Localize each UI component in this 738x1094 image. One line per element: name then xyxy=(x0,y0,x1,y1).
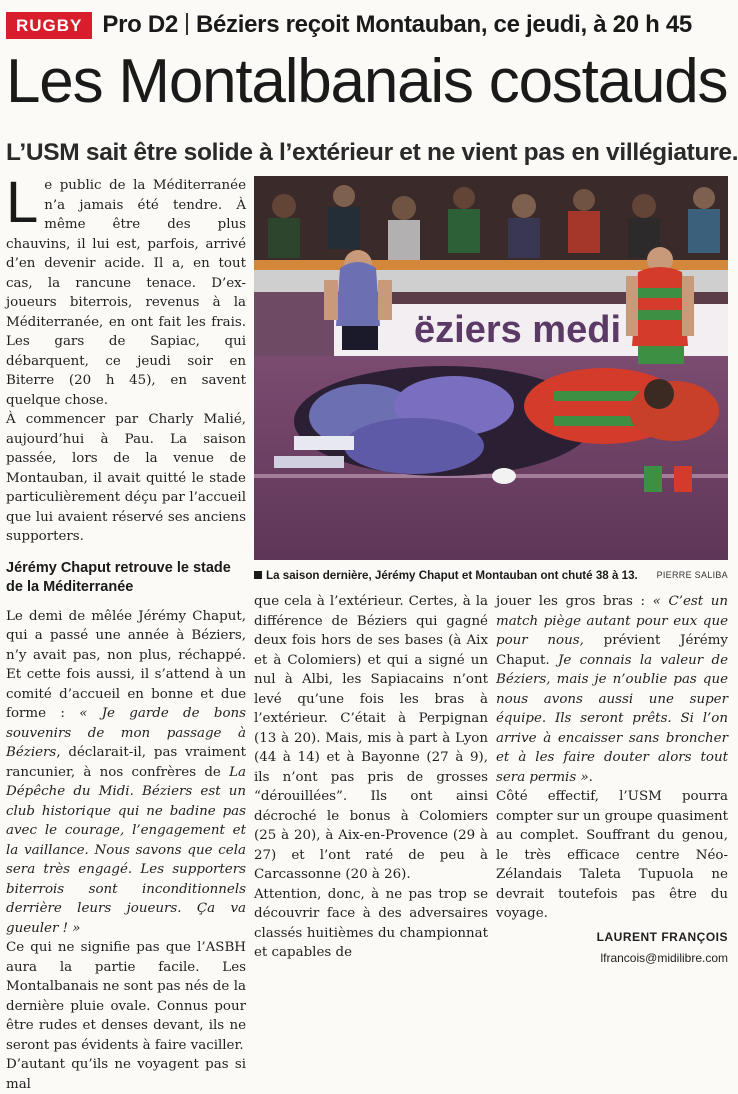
paragraph-6-end xyxy=(496,592,728,787)
paragraph-6-start: Attention, donc, à ne pas trop se découvrir face à des adversaires classés huitièmes du championnat et capables de xyxy=(254,886,488,960)
author-signature: LAURENT FRANÇOIS xyxy=(596,929,728,944)
scrum-illustration xyxy=(254,176,728,560)
p3-publication: La Dépêche du Midi xyxy=(6,764,246,799)
p3-quote-1: « Je garde de bons souvenirs de mon passage à Béziers xyxy=(6,706,246,760)
advertising-text: ëziers medi xyxy=(414,309,621,351)
paragraph-4: Ce qui ne signifie pas que l’ASBH aura la partie facile. Les Montalbanais ne sont pas nés de la dernière pluie ovale. Connus pour être rudes et denses devant, ils ne seront pas évidents à faire vaciller. xyxy=(6,940,246,1053)
caption-row xyxy=(254,566,728,584)
kicker-divider xyxy=(186,13,188,35)
p3-text-a: Le demi de mêlée Jérémy Chaput, qui a passé une année à Béziers, n’y avait pas, non plus, réchappé. Et cette fois aussi, il s’attend à un comité d’accueil en bonne et due forme : xyxy=(6,608,246,721)
article-column-1 xyxy=(6,170,247,1094)
p6-text-c: prévient Jérémy Chaput. xyxy=(496,633,728,668)
competition-label: Pro D2 xyxy=(102,11,178,38)
p6-text-b: jouer les gros bras : xyxy=(496,594,653,609)
p6-quote-1: « C’est un match piège autant pour eux que pour nous, xyxy=(496,594,728,648)
kicker-title: Béziers reçoit Montauban, ce jeudi, à 20 h 45 xyxy=(195,11,692,38)
article-column-3 xyxy=(496,592,728,969)
paragraph-5-start: D’autant qu’ils ne voyagent pas si mal xyxy=(6,1057,246,1092)
ball xyxy=(492,468,516,484)
p6-quote-2: Je connais la valeur de Béziers, mais je n’oublie pas que nous avons aussi une super équipe. Ils seront prêts. Si l’on arrive à encaisser sans broncher et à les faire douter alors tout sera permis » xyxy=(496,652,728,785)
p3-quote-2: Béziers est un club historique qui ne badine pas avec le courage, l’engagement et la vaillance. Nous savons que cela sera très engagé. Les supporters biterrois sont inconditionnels derrière leurs joueurs. Ça va gueuler ! » xyxy=(6,784,247,936)
kicker-row xyxy=(6,8,728,42)
headline: Les Montalbanais costauds xyxy=(6,47,728,116)
paragraph-1-text: e public de la Méditerranée n’a jamais été tendre. À même être des plus chauvins, il lui est, parfois, arrivé d’en devenir acide. Il a, en tout cas, la rancune tenace. D’ex-joueurs biterrois, revenus à la Méditerranée, en ont fait les frais. Les gars de Sapiac, qui débarquent, ce jeudi soir en Biterre (20 h 45), en savent quelque chose. xyxy=(6,178,246,408)
p3-text-b: , déclarait-il, pas vraiment rancunier, à nos confrères de xyxy=(6,745,246,780)
article-column-2 xyxy=(254,592,488,963)
caption-text: La saison dernière, Jérémy Chaput et Montauban ont chuté 38 à 13. xyxy=(266,568,638,582)
p6-text-d: . xyxy=(588,769,593,785)
subhead: L’USM sait être solide à l’extérieur et ne vient pas en villégiature. xyxy=(6,139,738,166)
interheading: Jérémy Chaput retrouve le stade de la Méditerranée xyxy=(6,559,231,595)
kicker-line xyxy=(102,11,692,39)
author-email: lfrancois@midilibre.com xyxy=(600,951,728,965)
p3-text-c: . xyxy=(129,784,142,799)
photo-credit: PIERRE SALIBA xyxy=(656,570,728,580)
match-photo xyxy=(254,176,728,560)
paragraph-3 xyxy=(6,607,246,939)
paragraph-intro xyxy=(6,170,246,410)
section-tag: RUGBY xyxy=(6,12,92,39)
pitch-surround xyxy=(254,292,334,356)
paragraph-2: À commencer par Charly Malié, aujourd’hui à Pau. La saison passée, lors de la venue de Montauban, il avait quitté le stade particulièrement déçu par l’accueil que lui avaient réservé ses anciens supporters. xyxy=(6,412,246,544)
caption-marker xyxy=(254,571,262,579)
paragraph-7: Côté effectif, l’USM pourra compter sur un groupe quasiment au complet. Souffrant du genou, le très efficace centre Néo-Zélandais Taleta Tupuola ne devrait toutefois pas être du voyage. xyxy=(496,789,728,921)
dropcap: L xyxy=(6,170,39,235)
paragraph-5-end: que cela à l’extérieur. Certes, à la différence de Béziers qui gagné deux fois hors de ses bases (à Aix et à Colomiers) et qui a signé un nul à Albi, les Sapiacains n’ont levé qu’une fois les bras à l’extérieur. C’était à Perpignan (13 à 20). Mais, mis à part à Lyon (44 à 14) et à Bayonne (27 à 9), ils n’ont pas pris de grosses “dérouillées”. Ils ont ainsi décroché le bonus à Colomiers (25 à 20), à Aix-en-Provence (29 à 27) et l’ont raté de peu à Carcassonne (20 à 26). xyxy=(254,594,488,882)
photo-caption xyxy=(254,569,638,582)
